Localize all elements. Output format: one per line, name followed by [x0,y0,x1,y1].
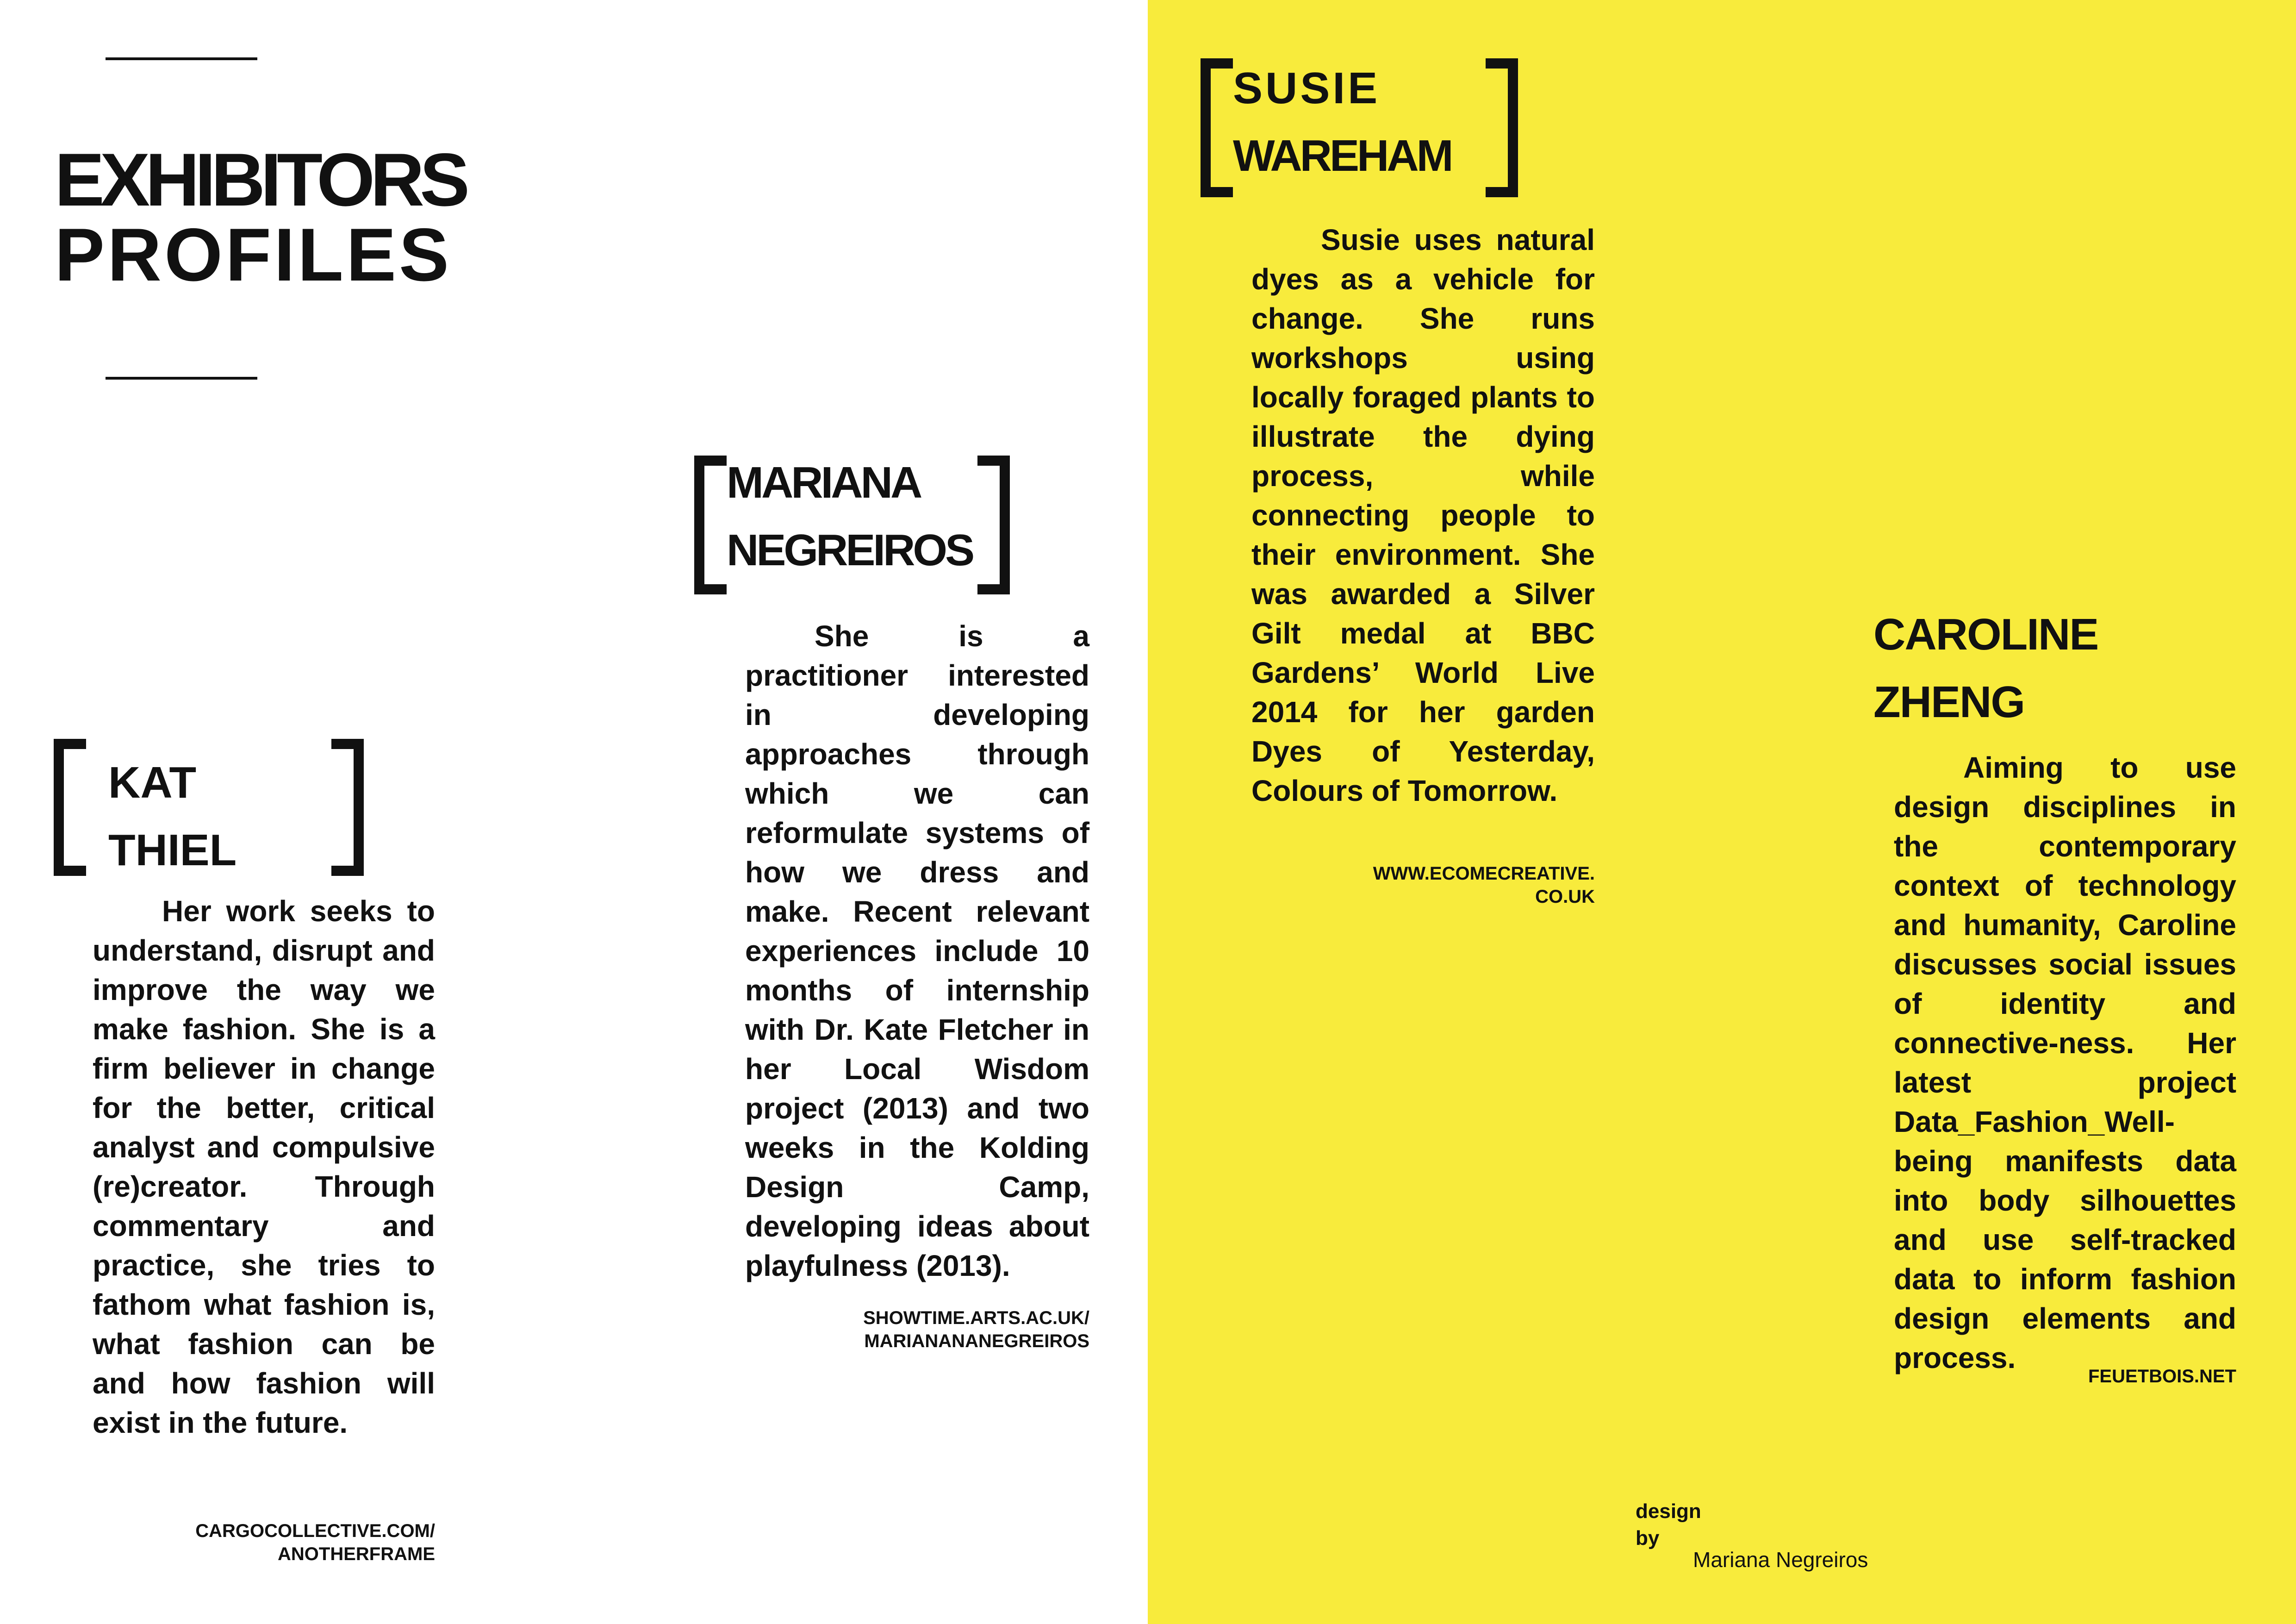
credit-label-line2: by [1636,1527,1660,1549]
caroline-zheng-website [1894,1365,2236,1388]
kat-url-line1: CARGOCOLLECTIVE.COM/ [195,1521,435,1541]
caroline-zheng-bio: Aiming to use design disciplines in the contemporary context of technology and humanity, Caroline discusses social issues of identity and connective-ness. Her latest project Data_Fashion_Well-being manifests data into body silhouettes and use self-tracked data to inform fashion design elements and process. [1894,751,2236,1374]
left-bracket [694,456,727,594]
page-title [55,138,466,297]
exhibitor-name-mariana-negreiros [727,449,972,584]
title-bottom-rule [106,377,257,380]
design-credit [1636,1498,1701,1552]
page-title-line2: PROFILES [55,213,452,297]
exhibitor-name-caroline-zheng [1873,601,2098,736]
susie-name-line2: WAREHAM [1233,131,1451,181]
susie-wareham-website [1251,862,1595,908]
caroline-name-line1: CAROLINE [1873,610,2098,659]
susie-wareham-bio: Susie uses natural dyes as a vehicle for change. She runs workshops using locally foraged plants to illustrate the dying process, while connecting people to their environment. She was awarded a Silver Gilt medal at BBC Gardens’ World Live 2014 for her garden Dyes of Yesterday, Colours of Tomorrow. [1251,223,1595,807]
title-top-rule [106,57,257,60]
right-bracket [977,456,1010,594]
kat-name-line2: THIEL [108,825,237,875]
page-title-line1: EXHIBITORS [55,138,466,222]
left-bracket [1201,58,1233,197]
credit-label-line1: design [1636,1500,1701,1523]
right-bracket [331,739,364,876]
susie-url-line1: WWW.ECOMECREATIVE. [1373,863,1595,884]
mariana-negreiros-bio: She is a practitioner interested in developing approaches through which we can reformulate systems of how we dress and make. Recent relevant experiences include 10 months of internship with Dr. Kate Fletcher in her Local Wisdom project (2013) and two weeks in the Kolding Design Camp, developing ideas about playfulness (2013). [745,619,1089,1282]
susie-name-line1: SUSIE [1233,63,1381,113]
mariana-url-line2: MARIANANANEGREIROS [864,1331,1089,1351]
caroline-name-line2: ZHENG [1873,677,2024,727]
susie-url-line2: CO.UK [1535,887,1595,907]
exhibitor-name-kat-thiel [108,749,236,884]
designer-name: Mariana Negreiros [1693,1548,1868,1572]
caroline-url: FEUETBOIS.NET [2088,1366,2236,1387]
left-bracket [54,739,86,876]
kat-url-line2: ANOTHERFRAME [278,1544,435,1564]
kat-thiel-website [93,1519,435,1566]
kat-name-line1: KAT [108,758,197,807]
right-bracket [1486,58,1518,197]
mariana-name-line2: NEGREIROS [727,525,973,575]
mariana-name-line1: MARIANA [727,458,921,507]
exhibitor-name-susie-wareham [1233,55,1451,190]
kat-thiel-bio: Her work seeks to understand, disrupt and improve the way we make fashion. She is a firm believer in change for the better, critical analyst and compulsive (re)creator. Through commentary and practice, she tries to fathom what fashion is, what fashion can be and how fashion will exist in the future. [93,894,435,1439]
mariana-negreiros-website [745,1306,1089,1353]
mariana-url-line1: SHOWTIME.ARTS.AC.UK/ [863,1308,1089,1328]
